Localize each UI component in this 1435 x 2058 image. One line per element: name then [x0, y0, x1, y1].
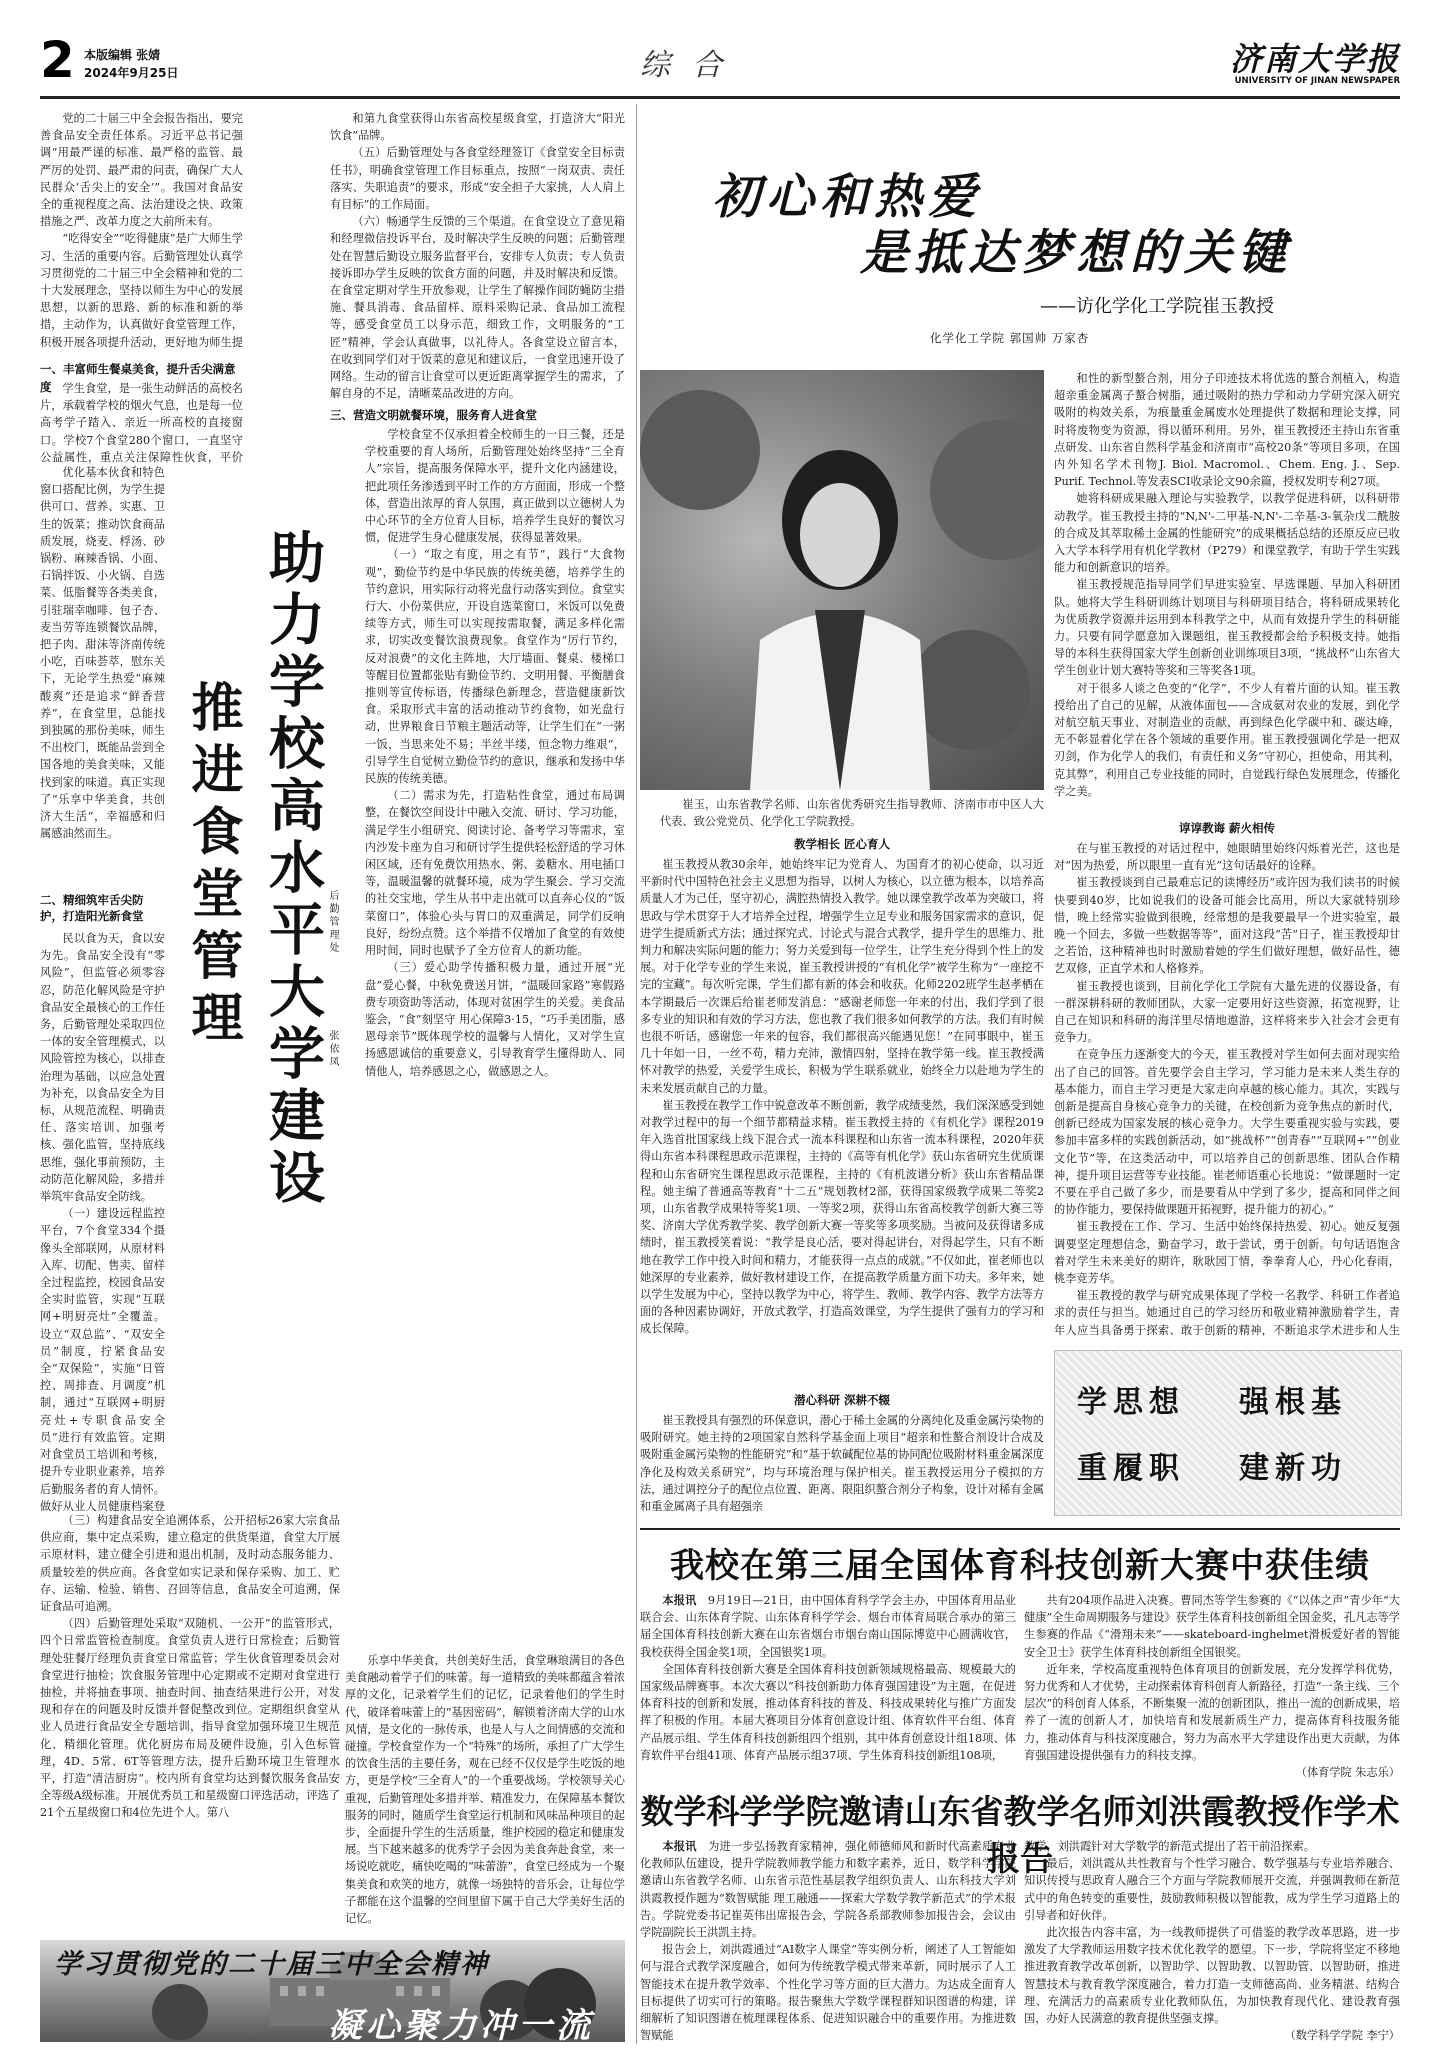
- canteen-column-1-narrow-a: [40, 464, 165, 884]
- sports-headline: 我校在第三届全国体育科技创新大赛中获佳绩: [670, 1546, 1370, 1586]
- portrait-figure-icon: [640, 370, 1044, 790]
- paragraph: 崔玉教授谈到自己最难忘记的读博经历“或许因为我们读书的时候快要到40岁，比如说我们的设备可能会比高用，所以大家就特别珍惜，晚上经常实验做到很晚，经常想的是我要最早一个进实验室，最晚一个回去，多做一些数据等等”，面对这段“苦”日子，崔玉教授却甘之若饴，这种精神也时时激励着她的学生们做好理想，做好品性，德艺双修，正直学术和人格修养。: [1054, 876, 1400, 976]
- paragraph: 和性的新型螯合剂，用分子印迹技术将优选的螯合剂植入，构造超亲重金属离子螯合树脂，通过吸附的热力学和动力学研究深入研究吸附的构效关系，为痕量重金属废水处理提供了数据和理论支撑，同时将废物变为资源，得以循环利用。另外，崔玉教授还主持山东省重点研发、山东省自然科学基金和济南市“高校20条”等项目多项，在国内外知名学术刊物J. Biol. Macromol.、Chem. Eng. J.、Sep. Purif. Technol.等发表SCI收录论文90余篇，授权发明专利27项。: [1054, 372, 1400, 489]
- lead-label: 本报讯: [662, 1594, 697, 1607]
- issue-date: 2024年9月25日: [84, 66, 179, 80]
- paragraph: 学生食堂，是一张生动鲜活的高校名片，承载着学校的烟火气息，也是每一位高考学子踏入、亲近一所高校的直接窗口。学校7个食堂280个窗口，一直坚守公益属性，重点关注保障性伙食，平价: [40, 382, 243, 464]
- paragraph: 乐享中华美食，共创美好生活，食堂琳琅满目的各色美食融动着学子们的味蕾。每一道精致的美味都蕴含着浓厚的文化，记录着学生们的记忆，记录着他们的学生时代，破译着味蕾上的“基因密码”，解锁着济南大学的山水风情，是文化的一脉传承，也是人与人之间情感的交流和碰撞。学校食堂作为一个“特殊”的场所，承担了广大学生的饮食生活的主要任务，观在已经不仅仅是学生吃饭的地方，更是学校“三全育人”的一个重要战场。学校领导关心重视，后勤管理处多措并举、精准发力，在保障基本餐饮服务的同时，随质学生食堂运行机制和风味品种项目的起步，全面提升学生的生活质量，维护校园的稳定和健康发展。当下越来越多的优秀学子会因为美食奔赴食堂，来一场说吃就吃，痛快吃喝的“味蕾游”，食堂已经成为一个聚集美食和欢笑的地方，就像一场独特的音乐会，让每位学子都能在这个温馨的空间里留下属于自己大学美好生活的记忆。: [345, 1654, 625, 1926]
- masthead: [40, 31, 1400, 92]
- canteen-column-2-bottom: [345, 1652, 625, 1934]
- paragraph: 教学，刘洪霞针对大学数学的新范式提出了若干前沿探索。: [1024, 1840, 1315, 1853]
- math-column-2: [1024, 1838, 1400, 2048]
- paragraph: 在与崔玉教授的对话过程中，她眼睛里始终闪烁着光芒，这也是对“因为热爱，所以眼里一直有光”这句话最好的诠释。: [1054, 842, 1400, 873]
- canteen-column-2-top: [330, 110, 625, 400]
- paragraph: 崔玉教授的教学与研究成果体现了学校一名教学、科研工作者追求的责任与担当。她通过自己的学习经历和敬业精神激励着学生，青年人应当具备勇于探索、敢于创新的精神，不断追求学术进步和人生: [1054, 1289, 1400, 1336]
- page-number: 2: [40, 31, 75, 89]
- canteen-column-2-narrow: [365, 426, 625, 1652]
- byline-dept: 后勤管理处: [327, 890, 338, 955]
- slogan-line-2a: 重履职: [1077, 1451, 1185, 1486]
- banner-image: [40, 1940, 625, 2042]
- paragraph: 全国体育科技创新大赛是全国体育科技创新领域规格最高、规模最大的国家级品牌赛事。本次大赛以“科技创新助力体育强国建设”为主题，在促进体育科技的创新和发展，推动体育科技的普及、科技成果转化与推广方面发挥了积极的作用。本届大赛项目分体育创意设计组、体育软件平台组、体育产品展示组、学生体育科技创新组四个组别，其中体育创意设计组18项、体育软件平台组41项、体育产品展示组37项、学生体育科技创新组108项，: [640, 1662, 1016, 1762]
- paragraph: 崔玉教授规范指导同学们早进实验室、早选课题、早加入科研团队。她将大学生科研训练计划项目与科研项目结合，将科研成果转化为优质教学资源并运用到本科教学之中，从而有效提升学生的科研能力。只要有同学愿意加入课题组，崔玉教授都会给予积极支持。她指导的本科生获得国家大学生创新创业训练项目3项，“挑战杯”山东省大学生创业计划大赛特等奖和三等奖各1项。: [1054, 578, 1400, 678]
- canteen-column-1-narrow-b: [40, 930, 165, 1512]
- paper-name-en: UNIVERSITY OF JINAN NEWSPAPER: [1234, 76, 1400, 86]
- paragraph: （六）畅通学生反馈的三个渠道。在食堂设立了意见箱和经理微信投诉平台，及时解决学生反映的问题；后勤管理处在智慧后勤设立服务监督平台，安排专人负责；专人负责接诉即办学生反映的饮食方面的问题，并及时解决和反馈。在食堂定期对学生开放参观，让学生了解操作间防蝇防尘措施、餐具消毒、食品留样、原料采购记录、食品加工流程等，感受食堂员工以身示范，细致工作，文明服务的“工匠”精神，学会认真做事，以礼待人。各食堂设立留言本，在收到同学们对于饭菜的意见和建议后，一食堂迅速开设了网络。生动的留言让食堂可以更近距离掌握学生的需求，了解自身的不足，清晰菜品改进的方向。: [330, 215, 625, 400]
- paragraph: 在竞争压力逐渐变大的今天，崔玉教授对学生如何去面对现实给出了自己的回答。首先要学会自主学习，学习能力是未来人类生存的基本能力，而自主学习更是大家走向卓越的核心能力。其次，实践与创新是提高自身核心竞争力的关键，在校创新为竞争焦点的新时代，创新已经成为国家发展的核心竞争力。大学生要重视实验与实践，要参加丰富多样的实践创新活动，如“挑战杯”“创青春”“互联网+”“创业文化节”等，在这类活动中，可以培养自己的创新思维、团队合作精神，提升项目运营等专业技能。崔老师语重心长地说：“做课题时一定不要在乎自己做了多少，而是要看从中学到了多少，提高和同伴之间的协作能力，要保持做课题开拓视野，提升能力的初心。”: [1054, 1048, 1400, 1217]
- section-heading: 潜心科研 深耕不辍: [793, 1393, 890, 1407]
- portrait-photo: [640, 370, 1044, 790]
- interview-byline: 化学化工学院 郭国帅 万家杏: [930, 331, 1090, 345]
- paragraph: 优化基本伙食和特色窗口搭配比例，为学生提供可口、营养、实惠、卫生的饭菜；推动饮食商品质发展，烧麦、桴汤、砂锅粉、麻辣香锅、小面、石锅拌饭、小火锅、自选菜、低脂餐等各类美食，引驻瑞幸咖啡、包子杏、麦当劳等连锁餐饮品牌，把子肉、甜沫等济南传统小吃，百味荟萃，慰东关下，无论学生热爱“麻辣酸爽”还是追求“鲜香营养”，在食堂里，总能找到独属的那份美味，师生不出校门，既能品尝到全国各地的美食美味，又能找到家的味道。真正实现了“乐享中华美食，共创济大生活”，幸福感和归属感油然而生。: [40, 466, 165, 841]
- paragraph: （四）后勤管理处采取“双随机、一公开”的监管形式，四个日常监管检查制度。食堂负责人进行日常检查；后勤管理处驻餐厅经理负责食堂日常监管；学生伙食管理委员会对食堂进行抽检；饮食服务管理中心定期或不定期对食堂进行抽检，并将抽查事项、抽查时间、抽查结果进行公开，对发现和存在的问题及时反馈并督促整改到位。定期组织食堂从业人员进行食品安全专题培训，指导食堂加强环境卫生规范化、精细化管理。优化厨房布局及硬件设施，引入色标管理，4D、5常、6T等管理方法，提升后勤环境卫生管理水平，打造“清洁厨房”。校内所有食堂均达到餐饮服务食品安全等级A级标准。开展优秀员工和星级窗口评选活动，评选了21个五星级窗口和4位先进个人。第八: [40, 1617, 340, 1820]
- canteen-column-1-a: [40, 380, 243, 464]
- paragraph: 崔玉教授在工作、学习、生活中始终保持热爱、初心。她反复强调要坚定理想信念，勤奋学习，敢于尝试，勇于创新。句句话语饱含着对学生未来美好的期许，耿耿园丁情，拳拳育人心，丹心化春雨，桃李竞芳华。: [1054, 1220, 1400, 1286]
- paragraph: 和第九食堂获得山东省高校星级食堂，打造济大“阳光饮食”品牌。: [330, 112, 625, 143]
- paragraph: （三）构建食品安全追溯体系，公开招标26家大宗食品供应商，集中定点采购，建立稳定的供货渠道，食堂大厅展示原材料，建立健全引进和退出机制，及时动态服务能力、质量较差的供应商。各食堂如实记录和保存采购、加工、贮存、运输、检验、销售、召回等信息，食品安全可追溯，保证食品可追溯。: [40, 1514, 340, 1614]
- canteen-column-1-bottom: [40, 1512, 340, 1932]
- slogan-line-1b: 强根基: [1239, 1385, 1347, 1420]
- interview-title-2: 是抵达梦想的关键: [860, 225, 1293, 281]
- banner-bottom-text: 凝心聚力冲一流: [328, 2006, 594, 2042]
- paragraph: 对于很多人谈之色变的“化学”，不少人有着片面的认知。崔玉教授给出了自己的见解，从液体面包——含成氨对农业的发展，到化学对航空航天事业、对制造业的贡献，再到绿色化学碳中和、碳达峰，无不彰显着化学在各个领域的重要作用。崔玉教授强调化学是一把双刃剑，作为化学人的我们，有责任和义务“守初心，担使命，用其利，克其弊”，利用自己专业技能的同时，自觉践行绿色发展理念，传播化学之美。: [1054, 681, 1400, 798]
- lead-label: 本报讯: [662, 1840, 697, 1853]
- paragraph: “吃得安全”“吃得健康”是广大师生学习、生活的重要内容。后勤管理处认真学习贯彻党的二十届三中全会精神和党的二十大发展理念，坚持以师生为中心的发展思想，以新的思路、新的标准和新的举措，主动作为，认真做好食堂管理工作，积极开展各项提升活动，更好地为师生提: [40, 232, 243, 349]
- section-heading: 二、精细筑牢舌尖防护，打造阳光新食堂: [40, 893, 144, 923]
- paragraph: 民以食为天，食以安为先。食品安全没有“零风险”，但监管必须零容忍，防范化解风险是守护食品安全最核心的工作任务，后勤管理处采取四位一体的安全管理模式，以风险管控为核心，以排查治理为基础，以应急处置为补充，以食品安全为目标，从规范流程、明确责任、落实培训、加强考核、强化监管，坚持底线思维，强化事前预防，主动防范化解风险，多措并举筑牢食品安全防线。: [40, 932, 165, 1204]
- paragraph: （二）需求为先，打造粘性食堂，通过布局调整，在餐饮空间设计中融入交流、研讨、学习功能，满足学生小组研究、阅读讨论、备考学习等需求，室内沙发卡座为自习和研讨学生提供轻松舒适的学习休闲区域，还有免费饮用热水、粥、姜糖水、用电插口等，温暖温馨的就餐环境，成为学生聚会、学习交流的社交宝地，学生从书中走出就可以直奔心仪的“饭菜窗口”，体验心头与胃口的双重满足，同学们反响良好，纷纷点赞。这个举措不仅增加了食堂的有效使用时间，同时也赋予了全方位育人的新功能。: [365, 789, 625, 958]
- banner-top-text: 学习贯彻党的二十届三中全会精神: [54, 1949, 489, 1980]
- math-credit: （数学科学学院 李宁）: [1284, 2029, 1400, 2043]
- section-heading: 一、丰富师生餐桌美食，提升舌尖满意度: [40, 362, 236, 394]
- paragraph: （一）“取之有度，用之有节”，践行“大食物观”，勤俭节约是中华民族的传统美德，培养学生的节约意识，用实际行动将光盘行动落实到位。食堂实行大、小份菜供应，开设自选菜窗口，米饭可以免费续等方式，师生可以实现按需取餐，满足多样化需求，切实改变餐饮浪费现象。食堂作为“厉行节约，反对浪费”的文化主阵地，大厅墙面、餐桌、楼梯口等醒目位置都张贴有勤俭节约、文明用餐、平衡膳食推则等宣传标语，传播绿色新理念，营造健康新饮食。采取形式丰富的活动推动节约食物，如光盘行动，世界粮食日节粮主题活动等，让学生们在“一粥一饭，当思来处不易；半丝半缕，恒念物力维艰”，引导学生自觉树立勤俭节约的意识，继承和发扬中华民族的传统美德。: [365, 548, 625, 786]
- canteen-column-1-top: [40, 110, 243, 352]
- editor-label: 本版编辑 张婧: [84, 48, 161, 62]
- paragraph: 崔玉教授具有强烈的环保意识，潜心于稀土金属的分离纯化及重金属污染物的吸附研究。她主持的2项国家自然科学基金面上项目“超亲和性螯合剂设计合成及吸附重金属污染物的性能研究”和“基于软碱配位基的协同配位吸附材料重金属深度净化及构效关系研究”，均与环境治理与保护相关。崔玉教授运用分子模拟的方法，通过调控分子的配位点位置、距离、限阻织螯合剂分子构象，设计对稀有金属和重金属离子具有超强亲: [640, 1414, 1044, 1514]
- slogan-line-1a: 学思想: [1077, 1385, 1185, 1420]
- section-title: 综合: [640, 48, 744, 83]
- interview-left-column-2: [640, 1412, 1044, 1522]
- section-heading: 三、营造文明就餐环境，服务育人进食堂: [330, 408, 537, 422]
- sports-credit: （体育学院 朱志乐）: [1295, 1766, 1400, 1780]
- section-heading: 教学相长 匠心育人: [793, 837, 890, 851]
- paragraph: 党的二十届三中全会报告指出，要完善食品安全责任体系。习近平总书记强调“用最严谨的标准、最严格的监管、最严厉的处罚、最严肃的问责，确保广大人民群众‘舌尖上的安全’”。我国对食品安全的重视程度之高、法治建设之快、政策措施之严、改革力度之大前所未有。: [40, 112, 243, 229]
- math-column-1: [640, 1838, 1016, 2048]
- slogan-box: [1054, 1350, 1402, 1516]
- article-title-secondary: 推进食堂管理: [182, 680, 242, 1052]
- paragraph: 共有204项作品进入决赛。曹同杰等学生参赛的《“以体之声”青少年“大健康”全生命周期服务与建设》获学生体育科技创新组全国金奖，孔凡志等学生参赛的作品《“滑翔未来”——skateboard-inghelmet滑板爱好者的智能安全卫士》获学生体育科技创新组全国银奖。: [1024, 1594, 1400, 1659]
- sports-column-2: [1024, 1592, 1400, 1780]
- paragraph: 此次报告内容丰富，为一线教师提供了可借鉴的教学改革思路，进一步激发了大学教师运用数字技术优化教学的愿望。下一步，学院将坚定不移地推进教育教学改革创新，以智助学、以智助教、以智助管、以智助研，推进智慧技术与教育教学深度融合，着力打造一支师德高尚、业务精湛、结构合理、充满活力的高素质专业化教师队伍，为加快教育现代化、建设教育强国，办好人民满意的教育提供坚强支撑。: [1024, 1926, 1400, 2026]
- paragraph: （五）后勤管理处与各食堂经理签订《食堂安全目标责任书》，明确食堂管理工作目标重点，按照“一岗双责、责任落实、失职追责”的要求，形成“安全担子大家挑，人人肩上有目标”的工作局面。: [330, 146, 625, 212]
- paragraph: （一）建设远程监控平台，7个食堂334个摄像头全部联网，从原材料入库、切配、售卖、留样全过程监控，校园食品安全实时监管，实现“互联网+明厨亮灶”全覆盖。设立“双总监”、“双安全员”制度，拧紧食品安全“双保险”，实施“日管控、周排查、月调度”机制，通过“互联网+明厨亮灶+专职食品安全员”进行有效监管。定期对食堂员工培训和考核，提升专业职业素养，培养后勤服务者的育人情怀。做好从业人员健康档案登: [40, 1207, 165, 1512]
- portrait-caption: [660, 796, 1044, 832]
- paragraph: 最后，刘洪霞从共性教育与个性学习融合、数学强基与专业培养融合、知识传授与思政育人融合三个方面与学院教师展开交流，并强调教师在新范式中的角色转变的重要性，鼓励教师积极以智能教，成为学生学习道路上的引导者和好伙伴。: [1024, 1857, 1400, 1922]
- paragraph: 崔玉教授从教30余年，她始终牢记为党育人、为国育才的初心使命，以习近平新时代中国特色社会主义思想为指导，以树人为核心，以立德为根本，以培养高质量人才为己任，坚守初心，满腔热情投入教学。她以课堂教学改革为突破口，将思政与学术贯穿于人才培养全过程，增强学生立足专业和服务国家需求的意识，促进学生提质新式方法；通过探究式、讨论式与混合式教学，提升学生的思维力、批判力和解决实际问题的能力；努力关爱到每一位学生，让学生充分得到个性上的发展。对于化学专业的学生来说，崔玉教授讲授的“有机化学”被学生称为“一座挖不完的宝藏”。每次听完课，学生们都有新的体会和收获。化师2202班学生赵孝栖在本学期最后一次课后给崔老师发消息：“感谢老师您一年来的付出，我们学到了很多专业的知识和有效的学习方法，您也教了我们很多如何教学的方法。我们有时候也很不听话，感谢您一年来的包容，我们都很高兴能遇见您！”在同事眼中，崔玉几十年如一日，一丝不苟，精力充沛，激情四射，坚持在教学第一线。崔玉教授满怀对教学的热爱，关爱学生成长，积极为学生联系就业，始终全力以赴地为学生的未来发展贡献自己的力量。: [640, 858, 1044, 1095]
- paragraph: 学校食堂不仅承担着全校师生的一日三餐，还是学校重要的育人场所，后勤管理处始终坚持“三全育人”宗旨，提高服务保障水平，提升文化内涵建设，把此项任务渗透到平时工作的方方面面，形成一个整体，营造出浓厚的育人氛围，真正做到以立德树人为中心环节的全方位育人目标，培养学生良好的餐饮习惯，促进学生身心健康发展，获得显著效果。: [365, 428, 625, 545]
- interview-left-column: [640, 856, 1044, 1388]
- column-divider: [636, 104, 637, 2044]
- math-headline: 数学科学学院邀请山东省教学名师刘洪霞教授作学术报告: [640, 1792, 1400, 1878]
- paper-name: 济南大学报: [1229, 40, 1400, 78]
- paragraph: 近年来，学校高度重视特色体育项目的创新发展，充分发挥学科优势，努力优秀和人才优势，主动探索体育科创育人新路径，打造“一条主线、三个层次”的科创育人体系，不断集聚一流的创新团队，推出一流的创新成果，培养了一流的创新人才，加快培育和发展新质生产力，提高体育科技服务能力，推动体育与科技深度融合，努力为高水平大学建设作出更大贡献，为体育强国建设提供强有力的科技支撑。: [1024, 1662, 1400, 1762]
- interview-right-column-2: [1054, 840, 1400, 1336]
- paragraph: 为进一步弘扬教育家精神，强化师德师风和新时代高素质专业化教师队伍建设，提升学院教师教学能力和数字素养，近日，数学科学学院邀请山东省教学名师、山东省示范性基层教学组织负责人、山东科技大学刘洪霞教授作题为“数智赋能 理工融通——探索大学数学教学新范式”的学术报告。学院党委书记崔英伟出席报告会，学院各系部教师参加报告会，会议由学院副院长王洪凯主持。: [640, 1840, 1016, 1940]
- interview-right-column: [1054, 370, 1400, 816]
- sports-column-1: [640, 1592, 1016, 1780]
- paragraph: 崔玉教授在教学工作中锐意改革不断创新，教学成绩斐然，我们深深感受到她对教学过程中的每一个细节都精益求精。崔玉教授主持的《有机化学》课程2019年入选首批国家线上线下混合式一流本科课程和山东省一流本科课程，2020年获得山东省本科课程思政示范课程，主持的《高等有机化学》获山东省研究生优质课程和山东省研究生课程思政示范课程，主持的《有机波谱分析》获山东省精品课程。她主编了普通高等教育“十二五”规划教材2部，获得国家级教学成果二等奖2项，山东省教学成果特等奖1项、一等奖2项，获得山东省高校教学创新大赛三等奖、济南大学优秀教学奖、教学创新大赛一等奖等多项奖励。当被问及获得诸多成绩时，崔玉教授笑着说：“教学是良心活，要对得起讲台，对得起学生，只有不断地在教学工作中投入时间和精力，才能获得一点点的成就。”不仅如此，崔老师也以她深厚的专业素养，做好教材建设工作，在提高教学质量方面下功夫。多年来，她以学生发展为中心，坚持以教学为中心，将学生、教师、教学内容、教学方法等方面的各种因素协调好，开放式教学，打造高效课堂，为学生提供了强有力的学习和成长保障。: [640, 1098, 1044, 1336]
- article-divider: [640, 1528, 1400, 1530]
- masthead-rule: [40, 96, 1400, 99]
- section-heading: 谆谆教诲 薪火相传: [1178, 821, 1275, 835]
- slogan-line-2b: 建新功: [1239, 1451, 1347, 1486]
- paragraph: 崔玉教授也谈到，目前化学化工学院有大量先进的仪器设备，有一群深耕科研的教师团队，大家一定要用好这些资源，拓宽视野，让自己在知识和科研的海洋里尽情地遨游，这样将来步入社会才会更有竞争力。: [1054, 979, 1400, 1045]
- article-title-primary: 助力学校高水平大学建设: [260, 528, 325, 1210]
- paragraph: 她将科研成果融入理论与实验教学，以教学促进科研，以科研带动教学。崔玉教授主持的“N,N'-二甲基-N,N'-二辛基-3-氧杂戊二酰胺的合成及其萃取稀土金属的性能研究”的成果概括总结的还原反应已收入大学本科学用有机化学教材（P279）和课堂教学，有助于学生实践能力和创新意识的培养。: [1054, 492, 1400, 575]
- caption-text: 崔玉，山东省教学名师、山东省优秀研究生指导教师、济南市市中区人大代表、致公党党员、化学化工学院教授。: [660, 798, 1044, 829]
- paragraph: 报告会上，刘洪霞通过“AI数字人课堂”等实例分析，阐述了人工智能如何与混合式教学深度融合，如何为传统教学模式带来革新，同时展示了人工智能技术在提升教学效率、个性化学习等方面的巨大潜力。为达成全面育人目标提供了切实可行的策略。报告聚焦大学数学课程群知识图谱的构建，详细解析了知识图谱在梳理课程体系、促进知识融合中的重要作用。为推进数智赋能: [640, 1943, 1016, 2043]
- interview-title-1: 初心和热爱: [712, 169, 983, 225]
- interview-subtitle: ——访化学化工学院崔玉教授: [1040, 296, 1274, 317]
- paragraph: 9月19日—21日，由中国体育科学学会主办，中国体育用品业联合会、山东体育学院、山东体育科学学会、烟台市体育局联合承办的第三届全国体育科技创新大赛在山东省烟台市烟台南山国际博览中心圆满收官，我校获得全国金奖1项，全国银奖1项。: [640, 1594, 1016, 1659]
- paragraph: （三）爱心助学传播积极力量，通过开展“光盘”爱心餐，中秋免费送月饼，“温暖回家路”寒假路费专项资助等活动，体现对贫困学生的关爱。美食品鉴会，“食”刻坚守 用心保障3·15，“巧手美团脂，感恩母亲节”既体现学校的温馨与人情化，又对学生宣扬感恩诚信的重要意义，引导教育学生懂得助人、同情他人，培养感恩之心，做感恩之人。: [365, 961, 625, 1078]
- byline-name: 张依凤: [327, 1030, 338, 1069]
